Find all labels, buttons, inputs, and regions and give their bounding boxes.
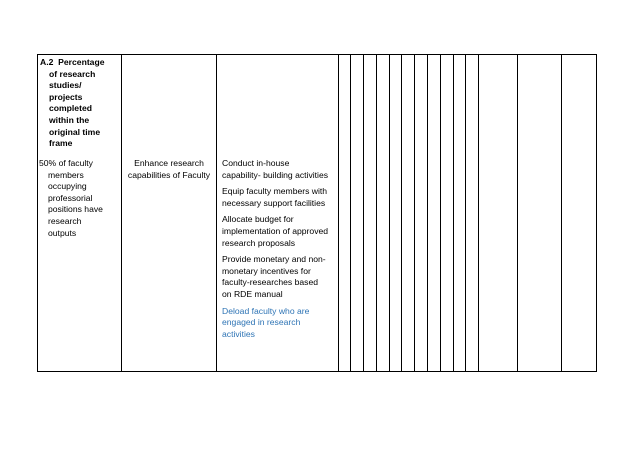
activity-item	[222, 186, 328, 209]
column-divider	[414, 54, 415, 372]
target-line: research	[48, 215, 82, 226]
column-divider	[389, 54, 390, 372]
activity-line: Deload faculty who are	[222, 305, 310, 316]
activity-line: on RDE manual	[222, 288, 283, 299]
table-left-border	[37, 54, 38, 372]
objective-title: Percentage	[58, 57, 105, 67]
objective-line: frame	[49, 138, 73, 149]
activity-line: engaged in research	[222, 317, 301, 328]
planning-matrix-table	[37, 54, 597, 372]
activity-item	[222, 214, 328, 249]
table-right-border	[596, 54, 597, 372]
objective-line: projects	[49, 91, 83, 102]
strategy-cell	[122, 158, 216, 181]
column-divider	[401, 54, 402, 372]
activity-line: activities	[222, 328, 255, 339]
objective-code: A.2	[40, 57, 54, 67]
activity-item-highlighted	[222, 306, 328, 341]
objective-line: completed	[49, 103, 92, 114]
column-divider	[363, 54, 364, 372]
activity-item	[222, 158, 328, 181]
target-line: 50% of faculty	[39, 158, 93, 168]
column-divider	[517, 54, 518, 372]
target-line: positions have	[48, 204, 103, 215]
column-divider	[121, 54, 122, 372]
column-divider	[440, 54, 441, 372]
target-line: outputs	[48, 227, 77, 238]
strategy-line: Enhance research	[134, 158, 204, 168]
target-line: members	[48, 169, 84, 180]
target-line: occupying	[48, 181, 87, 192]
objective-line	[40, 57, 105, 69]
column-divider	[453, 54, 454, 372]
column-divider	[338, 54, 339, 372]
column-divider	[376, 54, 377, 372]
activity-line: research proposals	[222, 237, 296, 248]
activity-line: capability- building activities	[222, 169, 329, 180]
objective-cell	[40, 57, 105, 150]
target-line: professorial	[48, 192, 93, 203]
column-divider	[216, 54, 217, 372]
activity-line: Equip faculty members with	[222, 186, 328, 197]
column-divider	[427, 54, 428, 372]
activity-line: Allocate budget for	[222, 214, 294, 225]
objective-line: within the	[49, 114, 90, 125]
activity-line: faculty-researches based	[222, 277, 319, 288]
activity-line: necessary support facilities	[222, 197, 326, 208]
target-cell	[39, 158, 103, 239]
column-divider	[478, 54, 479, 372]
column-divider	[350, 54, 351, 372]
activity-line: Provide monetary and non-	[222, 254, 326, 265]
activity-item	[222, 254, 328, 300]
column-divider	[561, 54, 562, 372]
activity-line: implementation of approved	[222, 225, 329, 236]
activity-line: monetary incentives for	[222, 265, 311, 276]
objective-line: studies/	[49, 80, 82, 91]
column-divider	[465, 54, 466, 372]
objective-line: original time	[49, 126, 101, 137]
objective-line: of research	[49, 68, 96, 79]
strategy-line: capabilities of Faculty	[127, 169, 211, 180]
activities-cell	[222, 158, 328, 345]
activity-line: Conduct in-house	[222, 158, 290, 168]
